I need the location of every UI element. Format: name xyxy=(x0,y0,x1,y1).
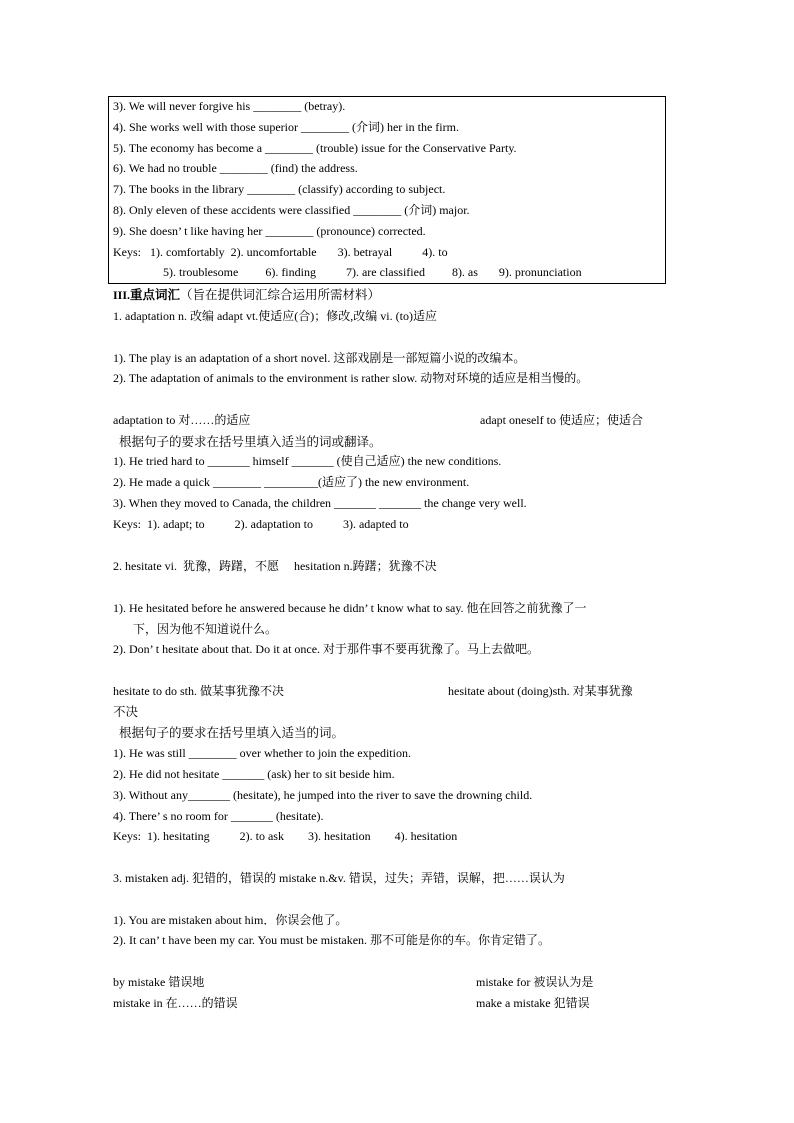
vocab-3-title: 3. mistaken adj. 犯错的，错误的 mistake n.&v. 错误，过失；弄错，误解，把……误认为 xyxy=(113,871,565,885)
vocab-2-example-2: 2). Don’ t hesitate about that. Do it at once. 对于那件事不要再犹豫了。马上去做吧。 xyxy=(113,642,540,656)
vocab-3-phrase-2-left: mistake in 在……的错误 xyxy=(113,996,238,1010)
section-number: III. xyxy=(113,288,131,302)
vocab-2-question-4: 4). There’ s no room for _______ (hesitate). xyxy=(113,809,324,823)
vocab-2-title: 2. hesitate vi. 犹豫，踌躇，不愿 hesitation n.踌躇；犹豫不决 xyxy=(113,559,437,573)
box-line-9: 9). She doesn’ t like having her ________ (pronounce) corrected. xyxy=(113,224,426,238)
vocab-2-example-1b: 下，因为他不知道说什么。 xyxy=(133,622,278,636)
vocab-2-keys: Keys: 1). hesitating 2). to ask 3). hesitation 4). hesitation xyxy=(113,829,458,843)
vocab-3-phrase-1-left: by mistake 错误地 xyxy=(113,975,205,989)
vocab-2-phrase-left: hesitate to do sth. 做某事犹豫不决 xyxy=(113,684,284,698)
vocab-2-question-2: 2). He did not hesitate _______ (ask) her to sit beside him. xyxy=(113,767,395,781)
vocab-1-example-1: 1). The play is an adaptation of a short novel. 这部戏剧是一部短篇小说的改编本。 xyxy=(113,351,526,365)
box-keys-line-2: 5). troublesome 6). finding 7). are classified 8). as 9). pronunciation xyxy=(163,265,582,279)
box-keys-line-1: Keys: 1). comfortably 2). uncomfortable 3). betrayal 4). to xyxy=(113,245,448,259)
vocab-2-question-3: 3). Without any_______ (hesitate), he jumped into the river to save the drowning child. xyxy=(113,788,533,802)
vocab-3-example-1: 1). You are mistaken about him．你误会他了。 xyxy=(113,913,348,927)
vocab-2-phrase-right: hesitate about (doing)sth. 对某事犹豫 xyxy=(448,684,633,698)
vocab-2-example-1a: 1). He hesitated before he answered because he didn’ t know what to say. 他在回答之前犹豫了一 xyxy=(113,601,587,615)
box-line-5: 5). The economy has become a ________ (trouble) issue for the Conservative Party. xyxy=(113,141,517,155)
vocab-2-question-1: 1). He was still ________ over whether to join the expedition. xyxy=(113,746,411,760)
section-note: （旨在提供词汇综合运用所需材料） xyxy=(180,287,381,302)
vocab-1-question-3: 3). When they moved to Canada, the children _______ _______ the change very well. xyxy=(113,496,527,510)
box-line-8: 8). Only eleven of these accidents were classified ________ (介词) major. xyxy=(113,203,470,217)
section-title: 重点词汇 xyxy=(130,287,181,302)
vocab-1-question-1: 1). He tried hard to _______ himself _______ (使自己适应) the new conditions. xyxy=(113,454,502,468)
vocab-2-phrase-continued: 不决 xyxy=(113,704,139,719)
box-line-3: 3). We will never forgive his ________ (betray). xyxy=(113,99,346,113)
vocab-3-example-2: 2). It can’ t have been my car. You must be mistaken. 那不可能是你的车。你肯定错了。 xyxy=(113,933,551,947)
box-line-6: 6). We had no trouble ________ (find) the address. xyxy=(113,161,358,175)
vocab-1-example-2: 2). The adaptation of animals to the environment is rather slow. 动物对环境的适应是相当慢的。 xyxy=(113,371,589,385)
vocab-3-phrase-1-right: mistake for 被误认为是 xyxy=(476,975,594,989)
vocab-2-instruction: 根据句子的要求在括号里填入适当的词。 xyxy=(119,725,345,740)
section-heading xyxy=(113,284,380,306)
vocab-1-question-2: 2). He made a quick ________ _________(适应了) the new environment. xyxy=(113,475,470,489)
vocab-1-phrase-left: adaptation to 对……的适应 xyxy=(113,413,251,427)
vocab-1-title: 1. adaptation n. 改编 adapt vt.使适应(合)；修改,改编 vi. (to)适应 xyxy=(113,309,437,323)
vocab-1-instruction: 根据句子的要求在括号里填入适当的词或翻译。 xyxy=(119,434,382,449)
vocab-3-phrase-2-right: make a mistake 犯错误 xyxy=(476,996,590,1010)
vocab-1-phrase-right: adapt oneself to 使适应；使适合 xyxy=(480,413,643,427)
box-line-4: 4). She works well with those superior ________ (介词) her in the firm. xyxy=(113,120,459,134)
vocab-1-keys: Keys: 1). adapt; to 2). adaptation to 3). adapted to xyxy=(113,517,409,531)
box-line-7: 7). The books in the library ________ (classify) according to subject. xyxy=(113,182,446,196)
